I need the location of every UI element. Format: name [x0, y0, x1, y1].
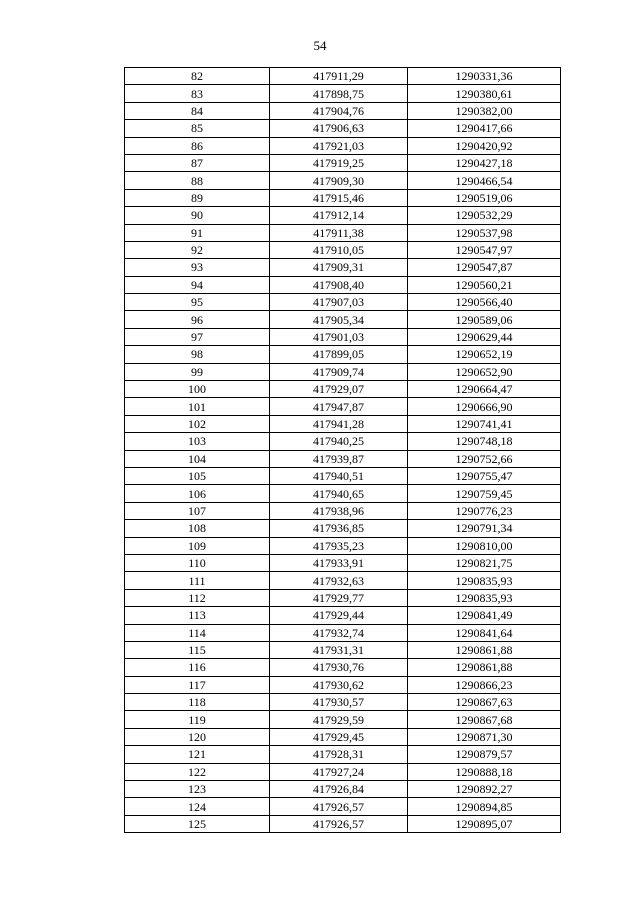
x-coordinate-cell: 417929,59	[270, 711, 408, 728]
x-coordinate-cell: 417930,57	[270, 694, 408, 711]
table-row	[125, 433, 561, 450]
table-row	[125, 728, 561, 745]
page-number: 54	[313, 38, 327, 53]
point-number-cell: 124	[125, 798, 270, 815]
point-number-cell: 93	[125, 259, 270, 276]
point-number-cell: 102	[125, 415, 270, 432]
x-coordinate-cell: 417909,30	[270, 172, 408, 189]
table-row	[125, 537, 561, 554]
y-coordinate-cell: 1290380,61	[408, 85, 561, 102]
table-row	[125, 276, 561, 293]
point-number-cell: 88	[125, 172, 270, 189]
y-coordinate-cell: 1290835,93	[408, 589, 561, 606]
table-row	[125, 137, 561, 154]
y-coordinate-cell: 1290879,57	[408, 746, 561, 763]
point-number-cell: 111	[125, 572, 270, 589]
x-coordinate-cell: 417929,07	[270, 381, 408, 398]
point-number-cell: 105	[125, 467, 270, 484]
table-row	[125, 798, 561, 815]
x-coordinate-cell: 417915,46	[270, 189, 408, 206]
y-coordinate-cell: 1290560,21	[408, 276, 561, 293]
table-row	[125, 676, 561, 693]
x-coordinate-cell: 417919,25	[270, 154, 408, 171]
point-number-cell: 107	[125, 502, 270, 519]
y-coordinate-cell: 1290892,27	[408, 781, 561, 798]
y-coordinate-cell: 1290532,29	[408, 207, 561, 224]
y-coordinate-cell: 1290519,06	[408, 189, 561, 206]
x-coordinate-cell: 417926,57	[270, 815, 408, 832]
y-coordinate-cell: 1290566,40	[408, 294, 561, 311]
x-coordinate-cell: 417921,03	[270, 137, 408, 154]
point-number-cell: 101	[125, 398, 270, 415]
coordinates-table	[124, 67, 561, 833]
point-number-cell: 123	[125, 781, 270, 798]
y-coordinate-cell: 1290417,66	[408, 120, 561, 137]
y-coordinate-cell: 1290652,90	[408, 363, 561, 380]
x-coordinate-cell: 417933,91	[270, 554, 408, 571]
y-coordinate-cell: 1290427,18	[408, 154, 561, 171]
point-number-cell: 109	[125, 537, 270, 554]
x-coordinate-cell: 417901,03	[270, 328, 408, 345]
table-row	[125, 398, 561, 415]
table-row	[125, 450, 561, 467]
x-coordinate-cell: 417898,75	[270, 85, 408, 102]
point-number-cell: 116	[125, 659, 270, 676]
y-coordinate-cell: 1290420,92	[408, 137, 561, 154]
point-number-cell: 84	[125, 102, 270, 119]
y-coordinate-cell: 1290841,49	[408, 607, 561, 624]
y-coordinate-cell: 1290741,41	[408, 415, 561, 432]
coordinates-table-body	[125, 68, 561, 833]
x-coordinate-cell: 417929,44	[270, 607, 408, 624]
point-number-cell: 100	[125, 381, 270, 398]
table-row	[125, 659, 561, 676]
y-coordinate-cell: 1290629,44	[408, 328, 561, 345]
y-coordinate-cell: 1290776,23	[408, 502, 561, 519]
x-coordinate-cell: 417938,96	[270, 502, 408, 519]
point-number-cell: 110	[125, 554, 270, 571]
table-row	[125, 572, 561, 589]
table-row	[125, 781, 561, 798]
point-number-cell: 106	[125, 485, 270, 502]
point-number-cell: 94	[125, 276, 270, 293]
table-row	[125, 746, 561, 763]
y-coordinate-cell: 1290755,47	[408, 467, 561, 484]
table-row	[125, 207, 561, 224]
table-row	[125, 415, 561, 432]
x-coordinate-cell: 417908,40	[270, 276, 408, 293]
point-number-cell: 92	[125, 241, 270, 258]
table-row	[125, 763, 561, 780]
y-coordinate-cell: 1290866,23	[408, 676, 561, 693]
y-coordinate-cell: 1290537,98	[408, 224, 561, 241]
y-coordinate-cell: 1290867,68	[408, 711, 561, 728]
y-coordinate-cell: 1290547,97	[408, 241, 561, 258]
x-coordinate-cell: 417941,28	[270, 415, 408, 432]
table-row	[125, 346, 561, 363]
table-row	[125, 363, 561, 380]
y-coordinate-cell: 1290861,88	[408, 659, 561, 676]
x-coordinate-cell: 417930,62	[270, 676, 408, 693]
point-number-cell: 85	[125, 120, 270, 137]
table-row	[125, 520, 561, 537]
x-coordinate-cell: 417928,31	[270, 746, 408, 763]
table-row	[125, 641, 561, 658]
y-coordinate-cell: 1290331,36	[408, 68, 561, 85]
y-coordinate-cell: 1290466,54	[408, 172, 561, 189]
table-row	[125, 502, 561, 519]
table-row	[125, 172, 561, 189]
x-coordinate-cell: 417926,84	[270, 781, 408, 798]
table-row	[125, 381, 561, 398]
x-coordinate-cell: 417927,24	[270, 763, 408, 780]
table-row	[125, 694, 561, 711]
table-row	[125, 554, 561, 571]
table-row	[125, 624, 561, 641]
table-row	[125, 311, 561, 328]
table-row	[125, 224, 561, 241]
x-coordinate-cell: 417910,05	[270, 241, 408, 258]
point-number-cell: 96	[125, 311, 270, 328]
y-coordinate-cell: 1290895,07	[408, 815, 561, 832]
table-row	[125, 294, 561, 311]
x-coordinate-cell: 417909,31	[270, 259, 408, 276]
table-row	[125, 485, 561, 502]
point-number-cell: 118	[125, 694, 270, 711]
y-coordinate-cell: 1290382,00	[408, 102, 561, 119]
x-coordinate-cell: 417899,05	[270, 346, 408, 363]
point-number-cell: 83	[125, 85, 270, 102]
x-coordinate-cell: 417932,63	[270, 572, 408, 589]
point-number-cell: 113	[125, 607, 270, 624]
x-coordinate-cell: 417905,34	[270, 311, 408, 328]
table-row	[125, 259, 561, 276]
x-coordinate-cell: 417947,87	[270, 398, 408, 415]
y-coordinate-cell: 1290810,00	[408, 537, 561, 554]
x-coordinate-cell: 417940,25	[270, 433, 408, 450]
table-row	[125, 589, 561, 606]
x-coordinate-cell: 417931,31	[270, 641, 408, 658]
x-coordinate-cell: 417929,77	[270, 589, 408, 606]
x-coordinate-cell: 417907,03	[270, 294, 408, 311]
x-coordinate-cell: 417929,45	[270, 728, 408, 745]
point-number-cell: 114	[125, 624, 270, 641]
point-number-cell: 95	[125, 294, 270, 311]
point-number-cell: 119	[125, 711, 270, 728]
table-row	[125, 120, 561, 137]
point-number-cell: 120	[125, 728, 270, 745]
y-coordinate-cell: 1290867,63	[408, 694, 561, 711]
y-coordinate-cell: 1290752,66	[408, 450, 561, 467]
x-coordinate-cell: 417940,51	[270, 467, 408, 484]
x-coordinate-cell: 417911,38	[270, 224, 408, 241]
point-number-cell: 91	[125, 224, 270, 241]
point-number-cell: 99	[125, 363, 270, 380]
y-coordinate-cell: 1290894,85	[408, 798, 561, 815]
x-coordinate-cell: 417935,23	[270, 537, 408, 554]
table-row	[125, 815, 561, 832]
point-number-cell: 103	[125, 433, 270, 450]
point-number-cell: 87	[125, 154, 270, 171]
x-coordinate-cell: 417936,85	[270, 520, 408, 537]
point-number-cell: 97	[125, 328, 270, 345]
x-coordinate-cell: 417939,87	[270, 450, 408, 467]
y-coordinate-cell: 1290759,45	[408, 485, 561, 502]
x-coordinate-cell: 417912,14	[270, 207, 408, 224]
point-number-cell: 108	[125, 520, 270, 537]
x-coordinate-cell: 417932,74	[270, 624, 408, 641]
y-coordinate-cell: 1290841,64	[408, 624, 561, 641]
y-coordinate-cell: 1290871,30	[408, 728, 561, 745]
x-coordinate-cell: 417926,57	[270, 798, 408, 815]
point-number-cell: 122	[125, 763, 270, 780]
table-row	[125, 68, 561, 85]
point-number-cell: 98	[125, 346, 270, 363]
table-row	[125, 189, 561, 206]
x-coordinate-cell: 417904,76	[270, 102, 408, 119]
y-coordinate-cell: 1290821,75	[408, 554, 561, 571]
point-number-cell: 86	[125, 137, 270, 154]
table-row	[125, 85, 561, 102]
point-number-cell: 89	[125, 189, 270, 206]
point-number-cell: 112	[125, 589, 270, 606]
point-number-cell: 125	[125, 815, 270, 832]
table-row	[125, 711, 561, 728]
x-coordinate-cell: 417909,74	[270, 363, 408, 380]
y-coordinate-cell: 1290664,47	[408, 381, 561, 398]
table-row	[125, 102, 561, 119]
table-row	[125, 467, 561, 484]
x-coordinate-cell: 417940,65	[270, 485, 408, 502]
table-row	[125, 154, 561, 171]
point-number-cell: 121	[125, 746, 270, 763]
y-coordinate-cell: 1290888,18	[408, 763, 561, 780]
y-coordinate-cell: 1290652,19	[408, 346, 561, 363]
y-coordinate-cell: 1290547,87	[408, 259, 561, 276]
y-coordinate-cell: 1290835,93	[408, 572, 561, 589]
point-number-cell: 104	[125, 450, 270, 467]
y-coordinate-cell: 1290589,06	[408, 311, 561, 328]
x-coordinate-cell: 417930,76	[270, 659, 408, 676]
table-row	[125, 241, 561, 258]
point-number-cell: 115	[125, 641, 270, 658]
x-coordinate-cell: 417906,63	[270, 120, 408, 137]
y-coordinate-cell: 1290791,34	[408, 520, 561, 537]
point-number-cell: 117	[125, 676, 270, 693]
point-number-cell: 90	[125, 207, 270, 224]
table-row	[125, 607, 561, 624]
x-coordinate-cell: 417911,29	[270, 68, 408, 85]
y-coordinate-cell: 1290748,18	[408, 433, 561, 450]
y-coordinate-cell: 1290666,90	[408, 398, 561, 415]
table-row	[125, 328, 561, 345]
point-number-cell: 82	[125, 68, 270, 85]
y-coordinate-cell: 1290861,88	[408, 641, 561, 658]
